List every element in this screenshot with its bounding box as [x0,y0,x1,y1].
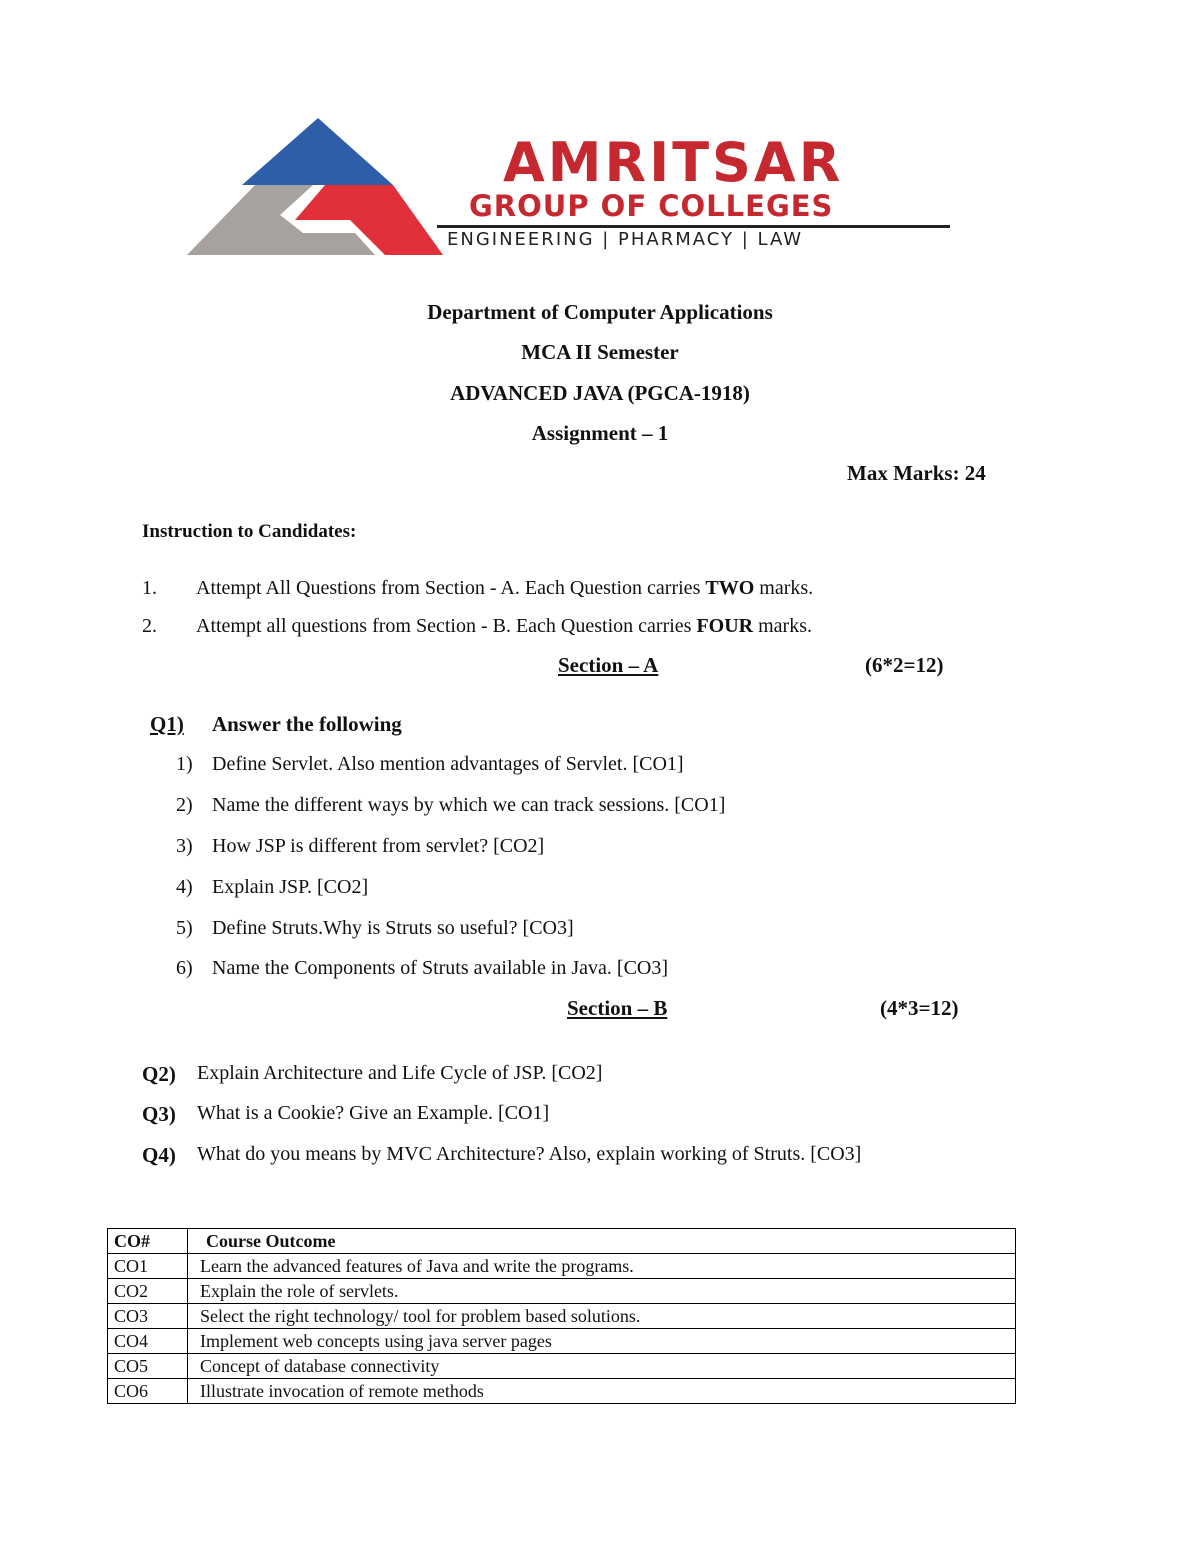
instruction-1 [196,577,813,600]
co-code: CO1 [108,1254,188,1279]
q4-label: Q4) [142,1143,176,1167]
table-row [108,1354,1016,1379]
q2-text: Explain Architecture and Life Cycle of JSP. [CO2] [197,1062,603,1084]
emblem-blue-triangle [242,118,393,185]
instruction-1-number: 1. [142,577,157,599]
instruction-2-emphasis: FOUR [696,615,754,637]
section-a-marks: (6*2=12) [865,653,944,677]
section-a-title: Section – A [558,653,659,677]
instructions-heading: Instruction to Candidates: [142,521,357,542]
table-header-row [108,1229,1016,1254]
q1-item-4: Explain JSP. [CO2] [212,876,369,898]
logo-rule [437,225,950,228]
q1-item-2: Name the different ways by which we can track sessions. [CO1] [212,794,726,816]
q1-item-3-number: 3) [176,835,193,857]
department-title: Department of Computer Applications [427,300,773,324]
header-course-outcome: Course Outcome [188,1229,1016,1254]
q2-label: Q2) [142,1062,176,1086]
q1-item-2-number: 2) [176,794,193,816]
table-row [108,1304,1016,1329]
instruction-2-text: Attempt all questions from Section - B. Each Question carries [196,615,697,637]
q1-label: Q1) [150,712,184,736]
instruction-2-end: marks. [753,615,813,637]
instruction-2-number: 2. [142,615,157,637]
q3-label: Q3) [142,1102,176,1126]
q1-item-3: How JSP is different from servlet? [CO2] [212,835,545,857]
q1-item-1: Define Servlet. Also mention advantages of Servlet. [CO1] [212,753,684,775]
instruction-2 [196,615,812,638]
instruction-1-emphasis: TWO [705,577,755,599]
max-marks: Max Marks: 24 [847,461,986,485]
co-description: Illustrate invocation of remote methods [188,1379,1016,1404]
q1-item-6-number: 6) [176,957,193,979]
table-row [108,1254,1016,1279]
co-code: CO4 [108,1329,188,1354]
co-code: CO5 [108,1354,188,1379]
logo-tagline: ENGINEERING | PHARMACY | LAW [447,229,804,250]
logo-subtitle: GROUP OF COLLEGES [469,189,834,223]
co-description: Implement web concepts using java server pages [188,1329,1016,1354]
table-row [108,1379,1016,1404]
co-description: Explain the role of servlets. [188,1279,1016,1304]
college-logo [185,115,955,265]
q1-item-1-number: 1) [176,753,193,775]
co-description: Select the right technology/ tool for problem based solutions. [188,1304,1016,1329]
semester-title: MCA II Semester [521,340,679,364]
instruction-1-text: Attempt All Questions from Section - A. Each Question carries [196,577,706,599]
q1-item-6: Name the Components of Struts available in Java. [CO3] [212,957,669,979]
header-co-number: CO# [108,1229,188,1254]
triangle-emblem-icon [185,115,445,260]
table-row [108,1279,1016,1304]
co-code: CO6 [108,1379,188,1404]
q1-heading: Answer the following [212,712,402,736]
co-code: CO3 [108,1304,188,1329]
q1-item-4-number: 4) [176,876,193,898]
co-description: Concept of database connectivity [188,1354,1016,1379]
q4-text: What do you means by MVC Architecture? Also, explain working of Struts. [CO3] [197,1143,862,1165]
q1-item-5: Define Struts.Why is Struts so useful? [CO3] [212,917,574,939]
section-b-marks: (4*3=12) [880,996,959,1020]
q1-item-5-number: 5) [176,917,193,939]
co-description: Learn the advanced features of Java and write the programs. [188,1254,1016,1279]
course-title: ADVANCED JAVA (PGCA-1918) [450,381,750,405]
course-outcome-table [107,1228,1016,1404]
q3-text: What is a Cookie? Give an Example. [CO1] [197,1102,550,1124]
table-row [108,1329,1016,1354]
logo-name: AMRITSAR [503,131,844,194]
assignment-title: Assignment – 1 [531,421,669,445]
section-b-title: Section – B [567,996,668,1020]
co-code: CO2 [108,1279,188,1304]
instruction-1-end: marks. [754,577,814,599]
